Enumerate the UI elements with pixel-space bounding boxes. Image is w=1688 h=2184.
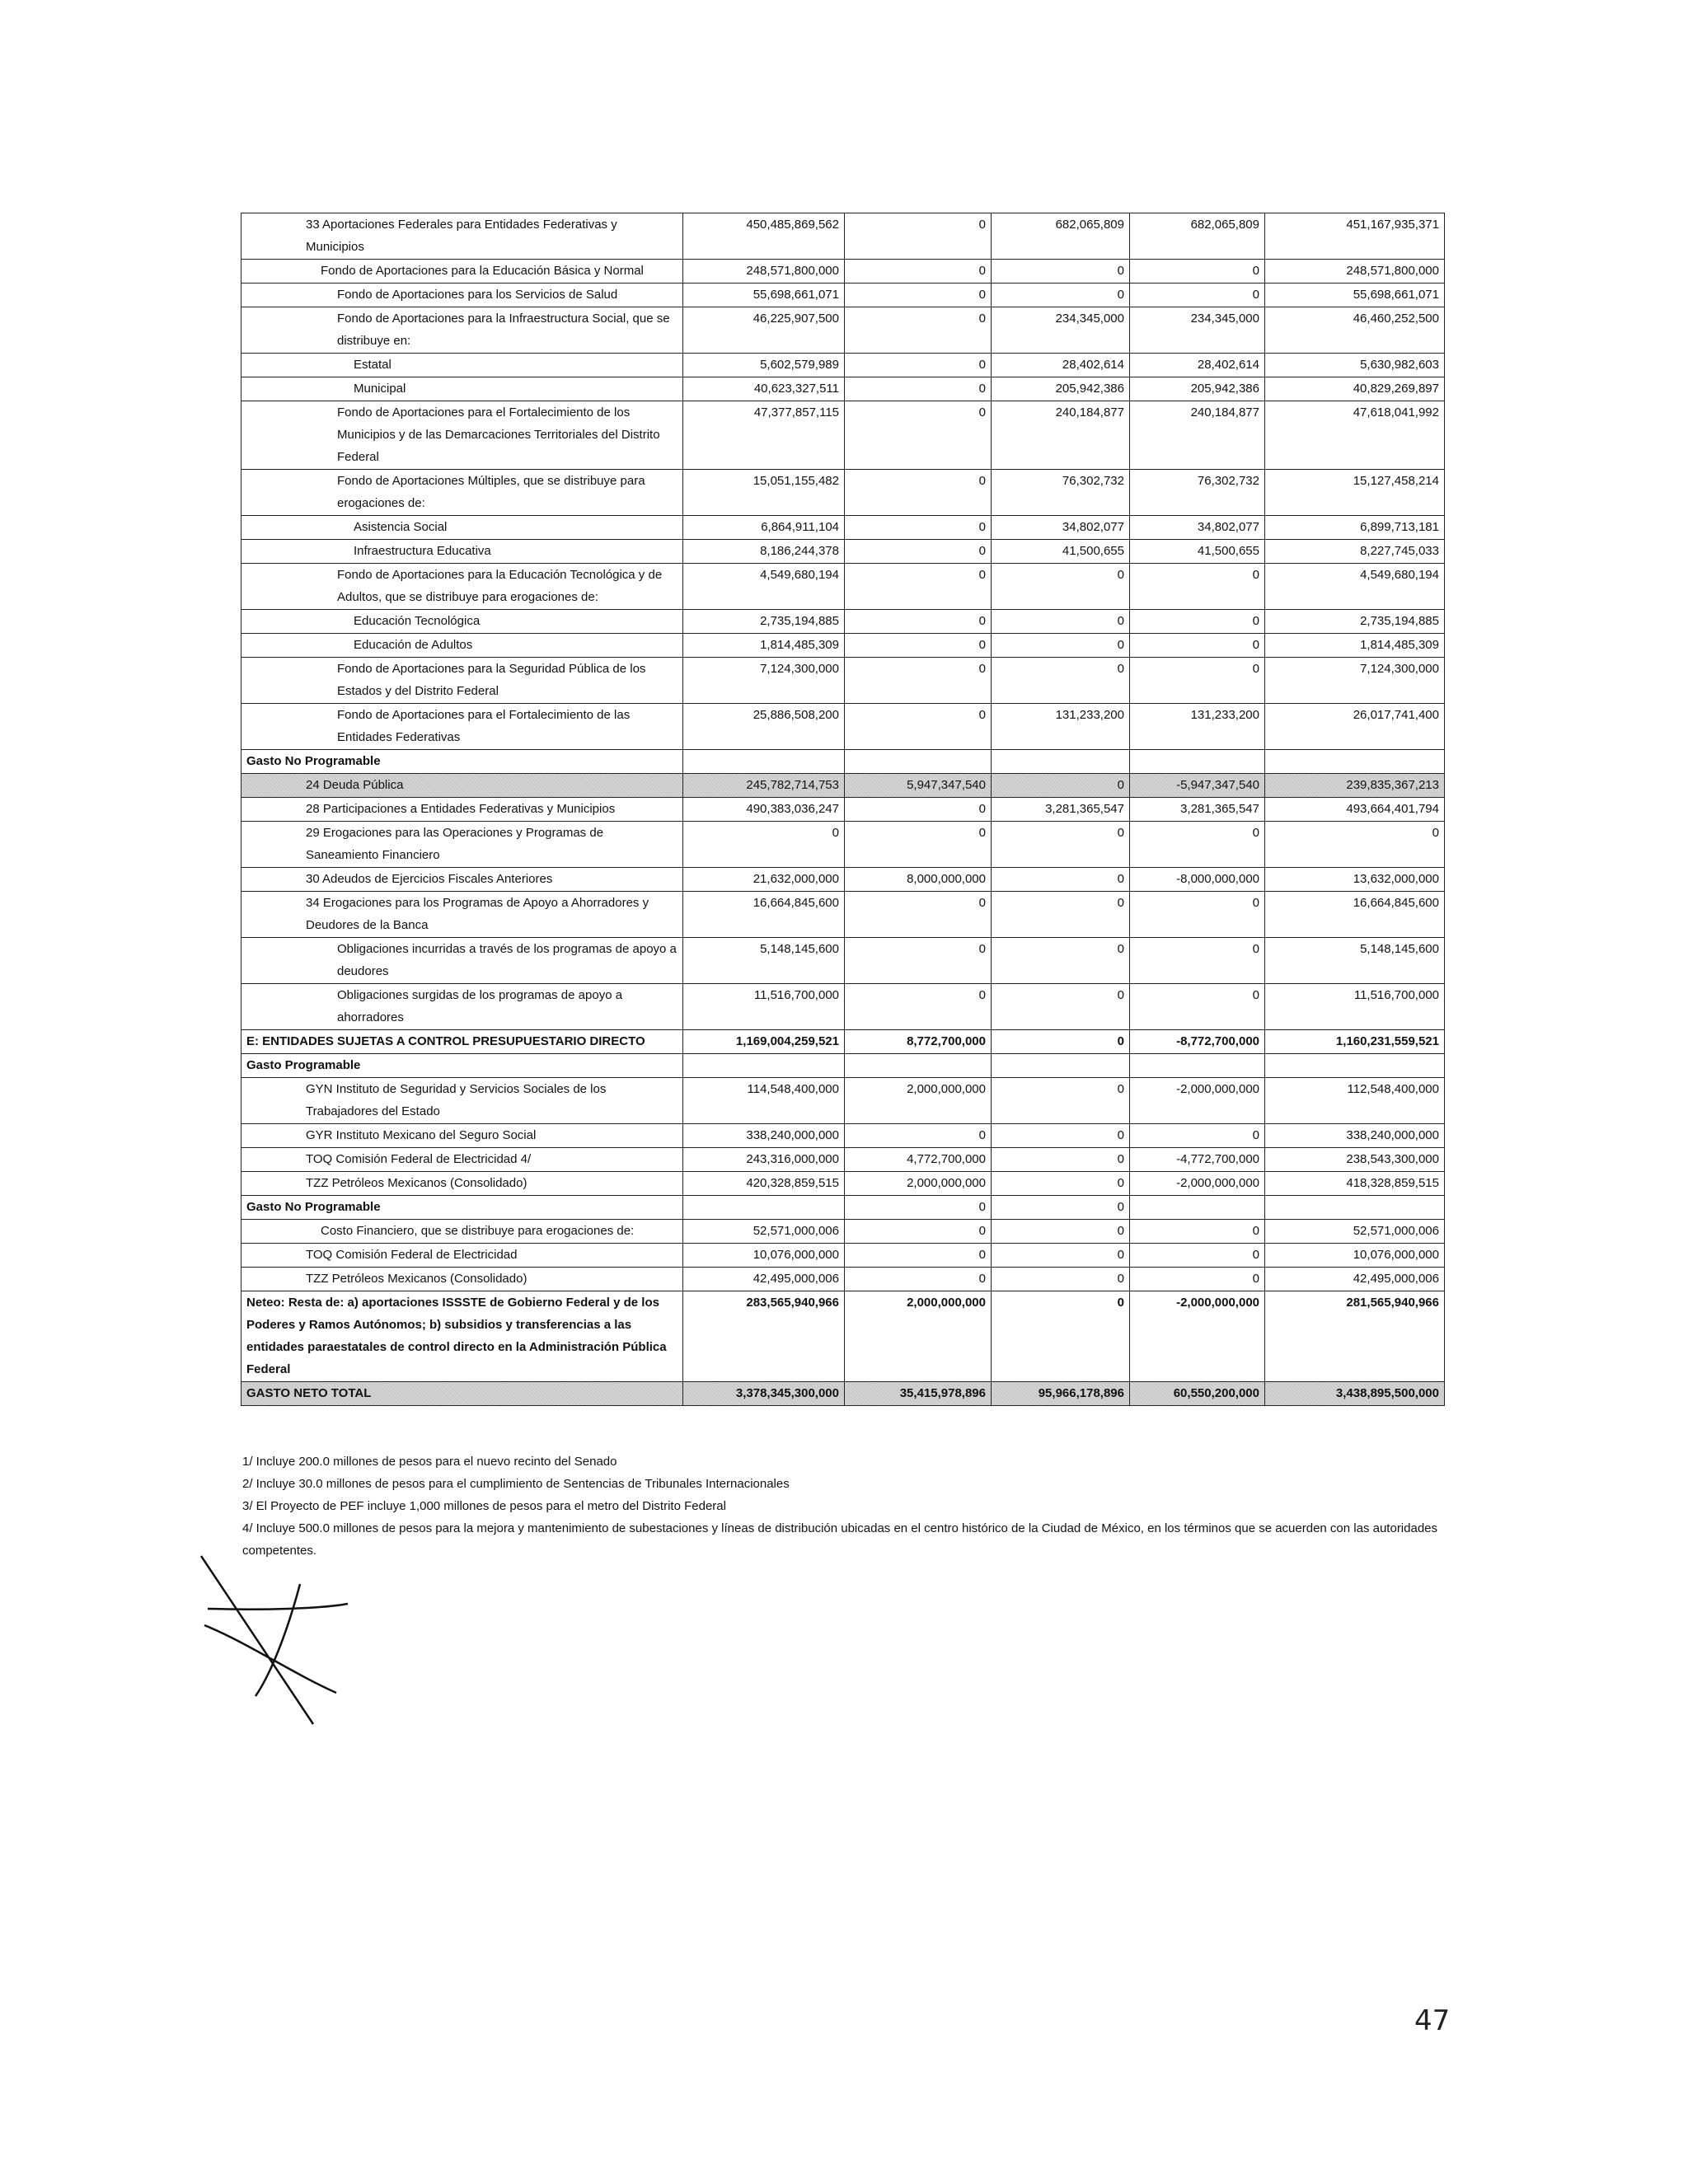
table-row bbox=[241, 892, 1445, 938]
table-row bbox=[241, 774, 1445, 798]
concept-cell: GYN Instituto de Seguridad y Servicios Sociales de los Trabajadores del Estado bbox=[241, 1078, 683, 1124]
amount-cell: 6,864,911,104 bbox=[683, 516, 845, 540]
amount-cell: 239,835,367,213 bbox=[1265, 774, 1445, 798]
amount-cell: 42,495,000,006 bbox=[683, 1268, 845, 1291]
amount-cell: 8,000,000,000 bbox=[845, 868, 992, 892]
amount-cell: 76,302,732 bbox=[1130, 470, 1265, 516]
amount-cell: 0 bbox=[845, 260, 992, 284]
concept-cell: TOQ Comisión Federal de Electricidad bbox=[241, 1244, 683, 1268]
amount-cell: 0 bbox=[992, 1078, 1130, 1124]
amount-cell: 283,565,940,966 bbox=[683, 1291, 845, 1382]
concept-cell: 29 Erogaciones para las Operaciones y Programas de Saneamiento Financiero bbox=[241, 822, 683, 868]
amount-cell: 0 bbox=[992, 1148, 1130, 1172]
amount-cell: 10,076,000,000 bbox=[683, 1244, 845, 1268]
amount-cell: 234,345,000 bbox=[1130, 307, 1265, 354]
concept-cell: Neteo: Resta de: a) aportaciones ISSSTE de Gobierno Federal y de los Poderes y Ramos Autónomos; b) subsidios y transferencias a las entidades paraestatales de control directo en la Administración Pública Federal bbox=[241, 1291, 683, 1382]
amount-cell: 2,000,000,000 bbox=[845, 1172, 992, 1196]
table-row bbox=[241, 798, 1445, 822]
amount-cell: 243,316,000,000 bbox=[683, 1148, 845, 1172]
amount-cell bbox=[1130, 1196, 1265, 1220]
amount-cell: 11,516,700,000 bbox=[683, 984, 845, 1030]
table-row bbox=[241, 516, 1445, 540]
amount-cell: 60,550,200,000 bbox=[1130, 1382, 1265, 1406]
table-row bbox=[241, 984, 1445, 1030]
concept-cell: E: ENTIDADES SUJETAS A CONTROL PRESUPUESTARIO DIRECTO bbox=[241, 1030, 683, 1054]
table-row bbox=[241, 260, 1445, 284]
concept-cell: Asistencia Social bbox=[241, 516, 683, 540]
amount-cell bbox=[683, 1196, 845, 1220]
amount-cell: 47,377,857,115 bbox=[683, 401, 845, 470]
amount-cell: 0 bbox=[992, 260, 1130, 284]
amount-cell: 131,233,200 bbox=[992, 704, 1130, 750]
amount-cell: 0 bbox=[845, 470, 992, 516]
table-row bbox=[241, 1220, 1445, 1244]
concept-cell: 30 Adeudos de Ejercicios Fiscales Anteriores bbox=[241, 868, 683, 892]
table-row bbox=[241, 401, 1445, 470]
amount-cell: 55,698,661,071 bbox=[683, 284, 845, 307]
amount-cell: 8,186,244,378 bbox=[683, 540, 845, 564]
amount-cell: 0 bbox=[992, 610, 1130, 634]
concept-cell: Fondo de Aportaciones para el Fortalecimiento de los Municipios y de las Demarcaciones Territoriales del Distrito Federal bbox=[241, 401, 683, 470]
amount-cell: 240,184,877 bbox=[1130, 401, 1265, 470]
amount-cell: 338,240,000,000 bbox=[683, 1124, 845, 1148]
amount-cell: 112,548,400,000 bbox=[1265, 1078, 1445, 1124]
table-row bbox=[241, 1172, 1445, 1196]
amount-cell: 0 bbox=[845, 564, 992, 610]
amount-cell: 0 bbox=[992, 1196, 1130, 1220]
amount-cell: 52,571,000,006 bbox=[1265, 1220, 1445, 1244]
amount-cell: 0 bbox=[992, 1124, 1130, 1148]
amount-cell: 0 bbox=[845, 377, 992, 401]
footnote: 1/ Incluye 200.0 millones de pesos para el nuevo recinto del Senado bbox=[242, 1455, 617, 1469]
amount-cell: 40,623,327,511 bbox=[683, 377, 845, 401]
amount-cell: 0 bbox=[845, 938, 992, 984]
amount-cell: 493,664,401,794 bbox=[1265, 798, 1445, 822]
budget-table-body bbox=[241, 213, 1445, 1406]
amount-cell: 245,782,714,753 bbox=[683, 774, 845, 798]
amount-cell: 7,124,300,000 bbox=[1265, 658, 1445, 704]
amount-cell: 2,000,000,000 bbox=[845, 1078, 992, 1124]
amount-cell: 15,051,155,482 bbox=[683, 470, 845, 516]
amount-cell: 3,281,365,547 bbox=[992, 798, 1130, 822]
amount-cell: 8,772,700,000 bbox=[845, 1030, 992, 1054]
amount-cell: 41,500,655 bbox=[1130, 540, 1265, 564]
amount-cell: 40,829,269,897 bbox=[1265, 377, 1445, 401]
table-row bbox=[241, 213, 1445, 260]
amount-cell: 0 bbox=[845, 213, 992, 260]
amount-cell: 6,899,713,181 bbox=[1265, 516, 1445, 540]
table-row bbox=[241, 540, 1445, 564]
amount-cell: 0 bbox=[845, 1244, 992, 1268]
amount-cell: 3,438,895,500,000 bbox=[1265, 1382, 1445, 1406]
amount-cell: 0 bbox=[992, 868, 1130, 892]
amount-cell: 28,402,614 bbox=[1130, 354, 1265, 377]
amount-cell: -2,000,000,000 bbox=[1130, 1172, 1265, 1196]
amount-cell: 0 bbox=[1130, 822, 1265, 868]
table-row bbox=[241, 354, 1445, 377]
amount-cell: 2,000,000,000 bbox=[845, 1291, 992, 1382]
amount-cell: 238,543,300,000 bbox=[1265, 1148, 1445, 1172]
amount-cell: 47,618,041,992 bbox=[1265, 401, 1445, 470]
concept-cell: Estatal bbox=[241, 354, 683, 377]
amount-cell: 95,966,178,896 bbox=[992, 1382, 1130, 1406]
amount-cell: 0 bbox=[992, 1291, 1130, 1382]
table-row bbox=[241, 1148, 1445, 1172]
concept-cell: Gasto Programable bbox=[241, 1054, 683, 1078]
amount-cell: 0 bbox=[1130, 1244, 1265, 1268]
amount-cell: 0 bbox=[1130, 610, 1265, 634]
amount-cell: 420,328,859,515 bbox=[683, 1172, 845, 1196]
concept-cell: 34 Erogaciones para los Programas de Apoyo a Ahorradores y Deudores de la Banca bbox=[241, 892, 683, 938]
amount-cell: 131,233,200 bbox=[1130, 704, 1265, 750]
amount-cell: 42,495,000,006 bbox=[1265, 1268, 1445, 1291]
amount-cell: 0 bbox=[992, 822, 1130, 868]
amount-cell: 5,148,145,600 bbox=[683, 938, 845, 984]
amount-cell: 0 bbox=[845, 822, 992, 868]
amount-cell: 0 bbox=[845, 354, 992, 377]
amount-cell: 28,402,614 bbox=[992, 354, 1130, 377]
amount-cell: 3,281,365,547 bbox=[1130, 798, 1265, 822]
amount-cell: 0 bbox=[1130, 1220, 1265, 1244]
table-row bbox=[241, 1124, 1445, 1148]
amount-cell: 0 bbox=[1265, 822, 1445, 868]
amount-cell: 0 bbox=[845, 1124, 992, 1148]
amount-cell: 7,124,300,000 bbox=[683, 658, 845, 704]
amount-cell: 35,415,978,896 bbox=[845, 1382, 992, 1406]
amount-cell: 15,127,458,214 bbox=[1265, 470, 1445, 516]
table-row bbox=[241, 284, 1445, 307]
concept-cell: TOQ Comisión Federal de Electricidad 4/ bbox=[241, 1148, 683, 1172]
amount-cell: 0 bbox=[845, 401, 992, 470]
table-row bbox=[241, 750, 1445, 774]
table-row bbox=[241, 938, 1445, 984]
amount-cell: 46,460,252,500 bbox=[1265, 307, 1445, 354]
amount-cell bbox=[1265, 1196, 1445, 1220]
amount-cell: 41,500,655 bbox=[992, 540, 1130, 564]
concept-cell: Educación de Adultos bbox=[241, 634, 683, 658]
amount-cell bbox=[1130, 750, 1265, 774]
table-row bbox=[241, 1244, 1445, 1268]
amount-cell bbox=[992, 1054, 1130, 1078]
amount-cell: 234,345,000 bbox=[992, 307, 1130, 354]
amount-cell bbox=[683, 1054, 845, 1078]
table-row bbox=[241, 634, 1445, 658]
amount-cell: 0 bbox=[1130, 984, 1265, 1030]
amount-cell: -2,000,000,000 bbox=[1130, 1078, 1265, 1124]
concept-cell: Fondo de Aportaciones para la Seguridad Pública de los Estados y del Distrito Federal bbox=[241, 658, 683, 704]
amount-cell: 0 bbox=[845, 307, 992, 354]
table-row bbox=[241, 1382, 1445, 1406]
amount-cell: 0 bbox=[992, 1030, 1130, 1054]
amount-cell: 1,169,004,259,521 bbox=[683, 1030, 845, 1054]
amount-cell: 52,571,000,006 bbox=[683, 1220, 845, 1244]
amount-cell: 0 bbox=[845, 540, 992, 564]
amount-cell bbox=[683, 750, 845, 774]
amount-cell: 46,225,907,500 bbox=[683, 307, 845, 354]
amount-cell: 0 bbox=[845, 704, 992, 750]
concept-cell: 28 Participaciones a Entidades Federativas y Municipios bbox=[241, 798, 683, 822]
amount-cell: 0 bbox=[683, 822, 845, 868]
amount-cell: 0 bbox=[1130, 564, 1265, 610]
amount-cell: 0 bbox=[992, 984, 1130, 1030]
amount-cell: 0 bbox=[1130, 892, 1265, 938]
amount-cell: 682,065,809 bbox=[1130, 213, 1265, 260]
amount-cell bbox=[845, 1054, 992, 1078]
concept-cell: Fondo de Aportaciones para los Servicios de Salud bbox=[241, 284, 683, 307]
concept-cell: Fondo de Aportaciones para la Infraestructura Social, que se distribuye en: bbox=[241, 307, 683, 354]
amount-cell: -4,772,700,000 bbox=[1130, 1148, 1265, 1172]
concept-cell: Infraestructura Educativa bbox=[241, 540, 683, 564]
amount-cell: 490,383,036,247 bbox=[683, 798, 845, 822]
amount-cell bbox=[992, 750, 1130, 774]
table-row bbox=[241, 470, 1445, 516]
amount-cell: 0 bbox=[1130, 1268, 1265, 1291]
amount-cell: 0 bbox=[845, 610, 992, 634]
amount-cell: -8,000,000,000 bbox=[1130, 868, 1265, 892]
amount-cell bbox=[1265, 1054, 1445, 1078]
table-row bbox=[241, 610, 1445, 634]
concept-cell: Educación Tecnológica bbox=[241, 610, 683, 634]
amount-cell: 450,485,869,562 bbox=[683, 213, 845, 260]
table-row bbox=[241, 1196, 1445, 1220]
amount-cell: 13,632,000,000 bbox=[1265, 868, 1445, 892]
amount-cell: 0 bbox=[992, 658, 1130, 704]
amount-cell: 0 bbox=[845, 516, 992, 540]
amount-cell: 0 bbox=[992, 938, 1130, 984]
concept-cell: GASTO NETO TOTAL bbox=[241, 1382, 683, 1406]
concept-cell: Gasto No Programable bbox=[241, 750, 683, 774]
table-row bbox=[241, 704, 1445, 750]
amount-cell: 240,184,877 bbox=[992, 401, 1130, 470]
amount-cell: 0 bbox=[845, 1268, 992, 1291]
amount-cell bbox=[845, 750, 992, 774]
amount-cell: 5,602,579,989 bbox=[683, 354, 845, 377]
signature-mark bbox=[196, 1551, 361, 1732]
concept-cell: Fondo de Aportaciones Múltiples, que se distribuye para erogaciones de: bbox=[241, 470, 683, 516]
amount-cell: 0 bbox=[845, 798, 992, 822]
amount-cell: 0 bbox=[1130, 260, 1265, 284]
concept-cell: Fondo de Aportaciones para la Educación Básica y Normal bbox=[241, 260, 683, 284]
amount-cell: 281,565,940,966 bbox=[1265, 1291, 1445, 1382]
table-row bbox=[241, 868, 1445, 892]
concept-cell: Gasto No Programable bbox=[241, 1196, 683, 1220]
amount-cell: 11,516,700,000 bbox=[1265, 984, 1445, 1030]
amount-cell: 1,814,485,309 bbox=[1265, 634, 1445, 658]
concept-cell: Obligaciones incurridas a través de los programas de apoyo a deudores bbox=[241, 938, 683, 984]
concept-cell: GYR Instituto Mexicano del Seguro Social bbox=[241, 1124, 683, 1148]
amount-cell: 0 bbox=[845, 892, 992, 938]
amount-cell: 3,378,345,300,000 bbox=[683, 1382, 845, 1406]
amount-cell: 0 bbox=[992, 284, 1130, 307]
amount-cell: 0 bbox=[1130, 1124, 1265, 1148]
amount-cell: 21,632,000,000 bbox=[683, 868, 845, 892]
amount-cell: 0 bbox=[845, 984, 992, 1030]
amount-cell: 0 bbox=[1130, 284, 1265, 307]
table-row bbox=[241, 1291, 1445, 1382]
budget-table bbox=[241, 213, 1445, 1406]
amount-cell: 205,942,386 bbox=[992, 377, 1130, 401]
footnote: 3/ El Proyecto de PEF incluye 1,000 millones de pesos para el metro del Distrito Federal bbox=[242, 1499, 726, 1513]
concept-cell: Municipal bbox=[241, 377, 683, 401]
table-row bbox=[241, 377, 1445, 401]
amount-cell: 205,942,386 bbox=[1130, 377, 1265, 401]
amount-cell: 0 bbox=[845, 1220, 992, 1244]
amount-cell: 0 bbox=[845, 634, 992, 658]
concept-cell: TZZ Petróleos Mexicanos (Consolidado) bbox=[241, 1172, 683, 1196]
table-row bbox=[241, 1054, 1445, 1078]
concept-cell: TZZ Petróleos Mexicanos (Consolidado) bbox=[241, 1268, 683, 1291]
amount-cell: 0 bbox=[845, 1196, 992, 1220]
amount-cell: 0 bbox=[1130, 634, 1265, 658]
amount-cell: 0 bbox=[992, 1172, 1130, 1196]
amount-cell: 0 bbox=[992, 892, 1130, 938]
amount-cell: 0 bbox=[992, 634, 1130, 658]
amount-cell: 8,227,745,033 bbox=[1265, 540, 1445, 564]
amount-cell: 4,772,700,000 bbox=[845, 1148, 992, 1172]
amount-cell: 0 bbox=[1130, 938, 1265, 984]
amount-cell: 4,549,680,194 bbox=[683, 564, 845, 610]
amount-cell: 248,571,800,000 bbox=[1265, 260, 1445, 284]
concept-cell: 24 Deuda Pública bbox=[241, 774, 683, 798]
amount-cell: -2,000,000,000 bbox=[1130, 1291, 1265, 1382]
footnote: 4/ Incluye 500.0 millones de pesos para la mejora y mantenimiento de subestaciones y líneas de distribución ubicadas en el centro histórico de la Ciudad de México, en los términos que se acuerden con las autoridades competentes. bbox=[242, 1521, 1438, 1558]
table-row bbox=[241, 564, 1445, 610]
amount-cell: 1,814,485,309 bbox=[683, 634, 845, 658]
amount-cell: 1,160,231,559,521 bbox=[1265, 1030, 1445, 1054]
amount-cell: 5,148,145,600 bbox=[1265, 938, 1445, 984]
amount-cell: 0 bbox=[845, 658, 992, 704]
footnote: 2/ Incluye 30.0 millones de pesos para el cumplimiento de Sentencias de Tribunales Internacionales bbox=[242, 1477, 790, 1491]
table-row bbox=[241, 658, 1445, 704]
table-row bbox=[241, 1268, 1445, 1291]
amount-cell bbox=[1265, 750, 1445, 774]
amount-cell: 0 bbox=[845, 284, 992, 307]
amount-cell bbox=[1130, 1054, 1265, 1078]
concept-cell: Costo Financiero, que se distribuye para erogaciones de: bbox=[241, 1220, 683, 1244]
table-row bbox=[241, 307, 1445, 354]
table-row bbox=[241, 822, 1445, 868]
amount-cell: 0 bbox=[992, 1244, 1130, 1268]
amount-cell: 2,735,194,885 bbox=[1265, 610, 1445, 634]
concept-cell: Fondo de Aportaciones para el Fortalecimiento de las Entidades Federativas bbox=[241, 704, 683, 750]
amount-cell: -8,772,700,000 bbox=[1130, 1030, 1265, 1054]
table-row bbox=[241, 1078, 1445, 1124]
amount-cell: 55,698,661,071 bbox=[1265, 284, 1445, 307]
amount-cell: 418,328,859,515 bbox=[1265, 1172, 1445, 1196]
amount-cell: 2,735,194,885 bbox=[683, 610, 845, 634]
amount-cell: 5,630,982,603 bbox=[1265, 354, 1445, 377]
page-number: 47 bbox=[1414, 2004, 1451, 2037]
table-row bbox=[241, 1030, 1445, 1054]
amount-cell: 114,548,400,000 bbox=[683, 1078, 845, 1124]
amount-cell: 451,167,935,371 bbox=[1265, 213, 1445, 260]
amount-cell: 338,240,000,000 bbox=[1265, 1124, 1445, 1148]
amount-cell: 0 bbox=[992, 1220, 1130, 1244]
amount-cell: 76,302,732 bbox=[992, 470, 1130, 516]
concept-cell: 33 Aportaciones Federales para Entidades Federativas y Municipios bbox=[241, 213, 683, 260]
amount-cell: 25,886,508,200 bbox=[683, 704, 845, 750]
amount-cell: 248,571,800,000 bbox=[683, 260, 845, 284]
amount-cell: -5,947,347,540 bbox=[1130, 774, 1265, 798]
amount-cell: 0 bbox=[992, 564, 1130, 610]
concept-cell: Fondo de Aportaciones para la Educación Tecnológica y de Adultos, que se distribuye para erogaciones de: bbox=[241, 564, 683, 610]
amount-cell: 5,947,347,540 bbox=[845, 774, 992, 798]
amount-cell: 4,549,680,194 bbox=[1265, 564, 1445, 610]
amount-cell: 26,017,741,400 bbox=[1265, 704, 1445, 750]
amount-cell: 0 bbox=[992, 774, 1130, 798]
amount-cell: 16,664,845,600 bbox=[1265, 892, 1445, 938]
concept-cell: Obligaciones surgidas de los programas de apoyo a ahorradores bbox=[241, 984, 683, 1030]
amount-cell: 0 bbox=[992, 1268, 1130, 1291]
amount-cell: 682,065,809 bbox=[992, 213, 1130, 260]
amount-cell: 34,802,077 bbox=[992, 516, 1130, 540]
amount-cell: 16,664,845,600 bbox=[683, 892, 845, 938]
amount-cell: 34,802,077 bbox=[1130, 516, 1265, 540]
footnotes bbox=[242, 1451, 1446, 1562]
amount-cell: 0 bbox=[1130, 658, 1265, 704]
amount-cell: 10,076,000,000 bbox=[1265, 1244, 1445, 1268]
